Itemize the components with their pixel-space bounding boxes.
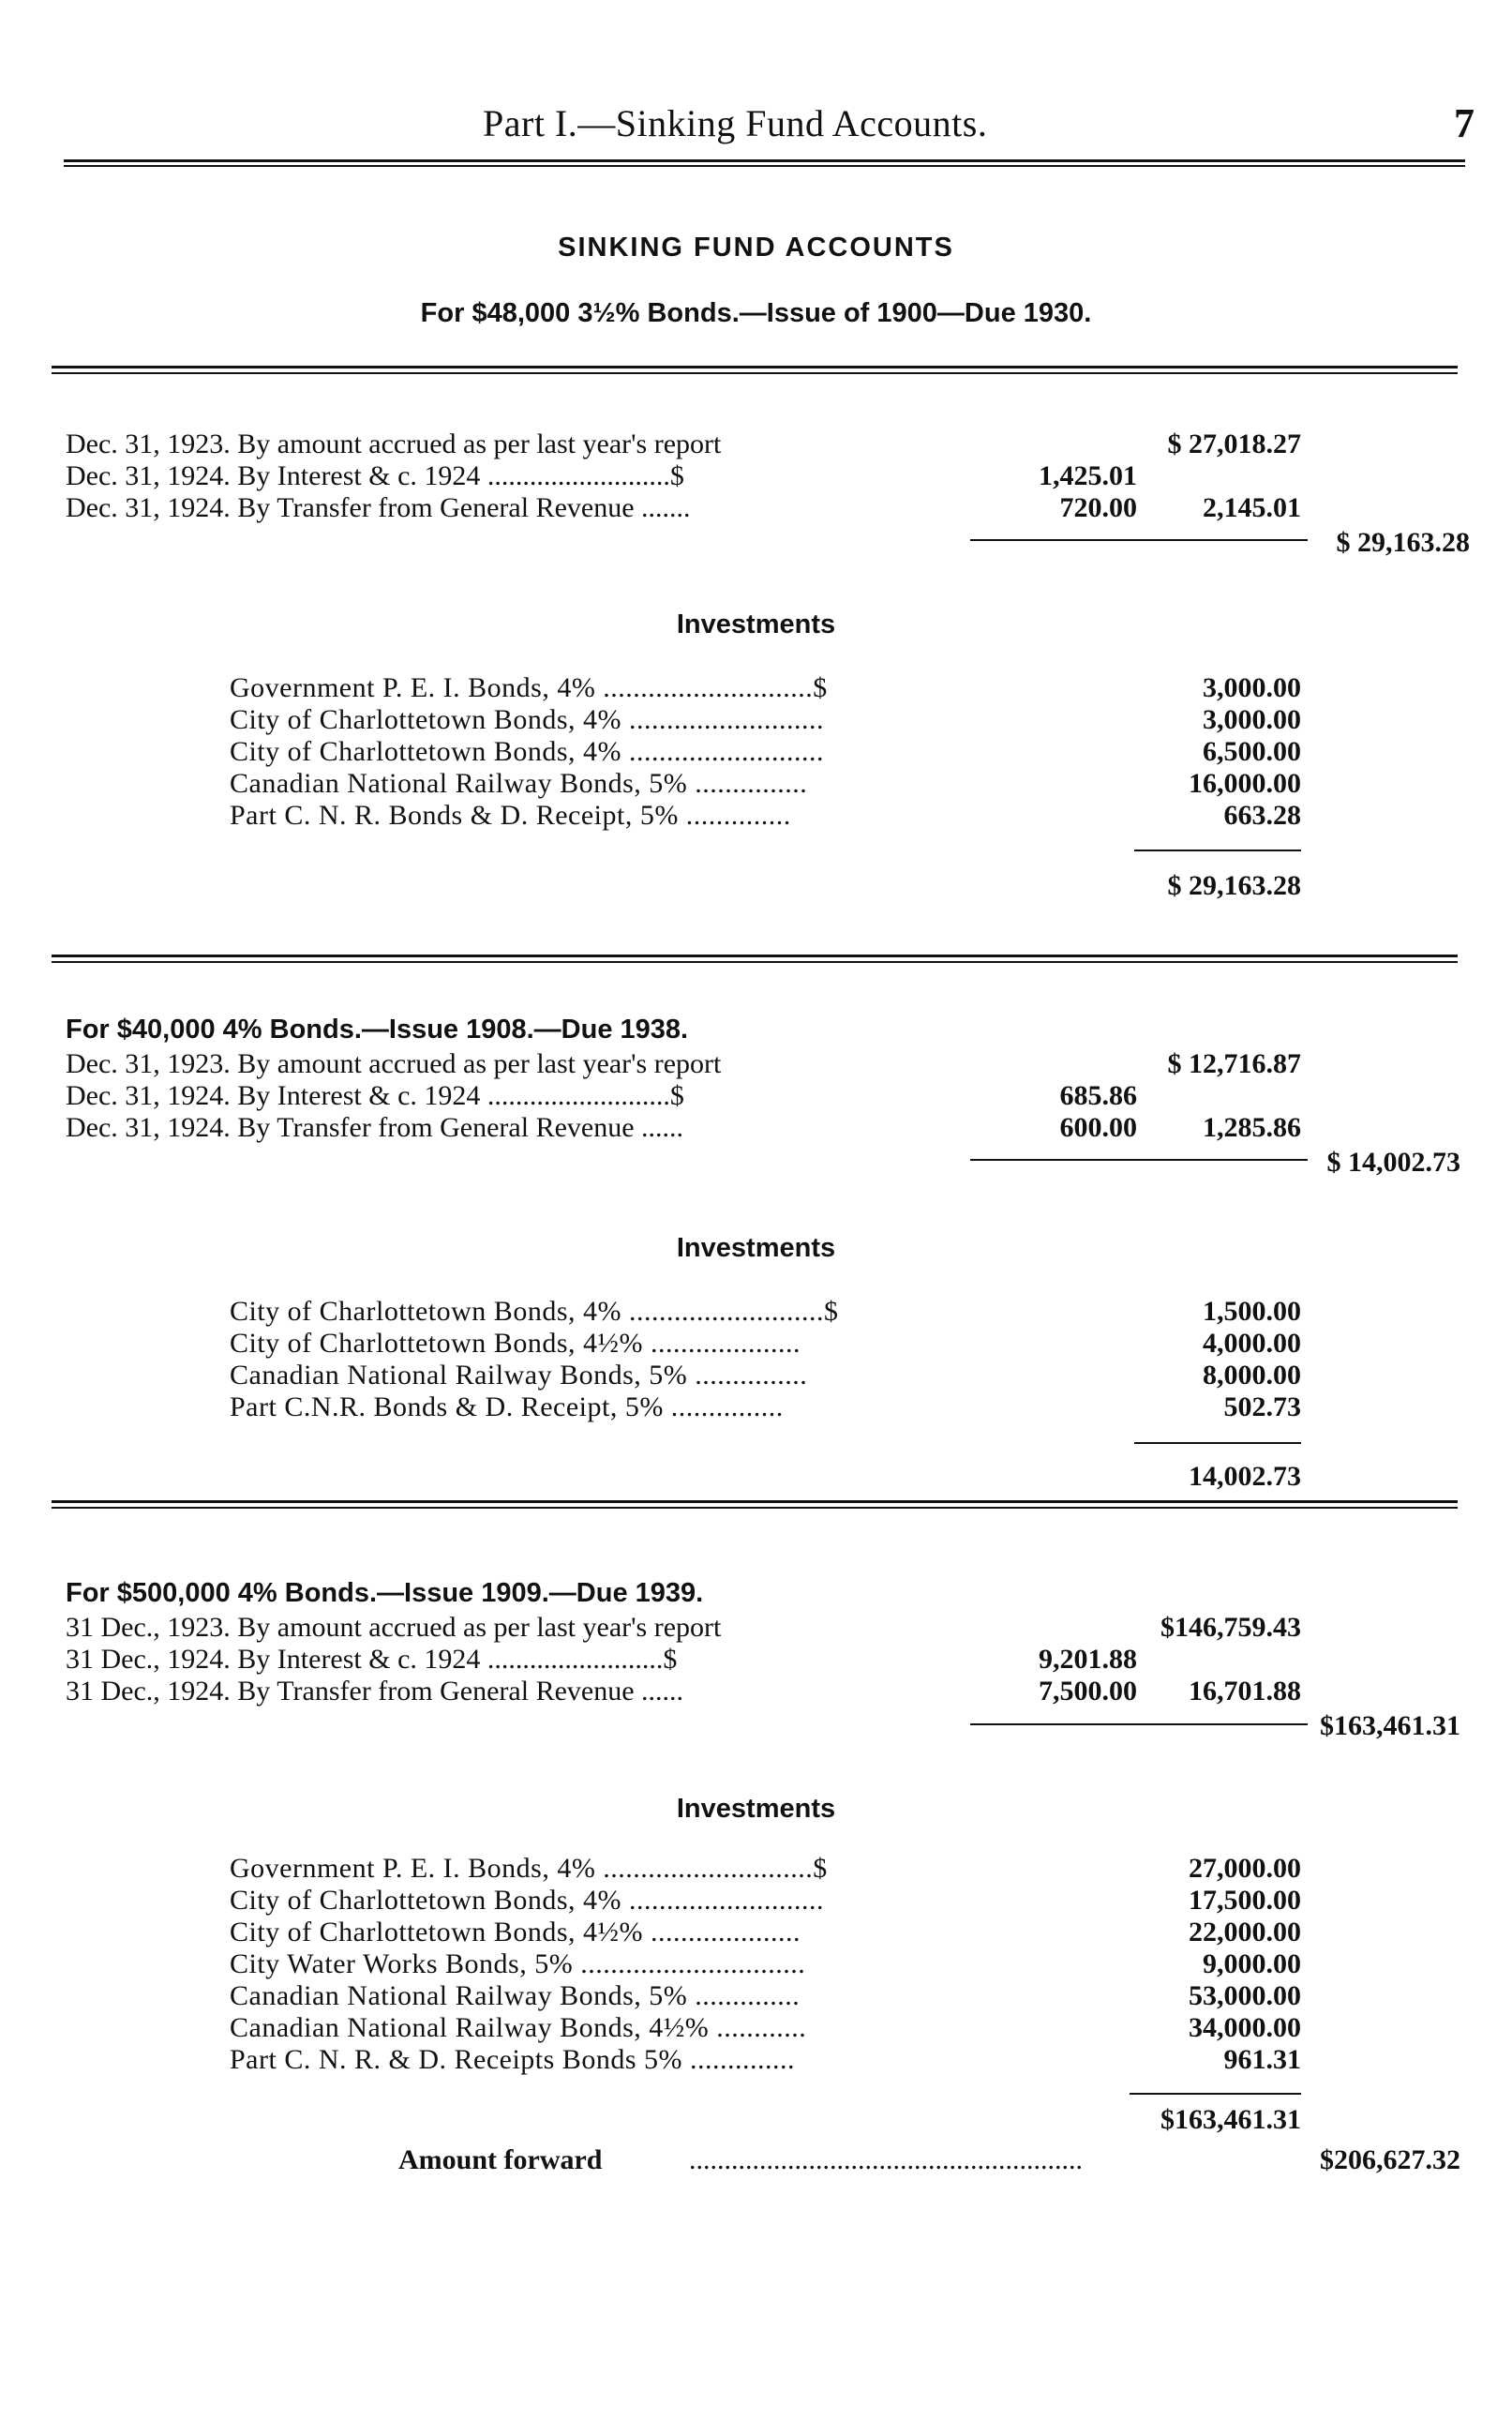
fund2-total: $ 14,002.73 bbox=[1326, 1147, 1460, 1178]
investment-row: Canadian National Railway Bonds, 5% .............. 53,000.00 bbox=[230, 1980, 1301, 2011]
fund2-investments-total: 14,002.73 bbox=[1189, 1461, 1301, 1492]
investment-row: Part C.N.R. Bonds & D. Receipt, 5% ............... 502.73 bbox=[230, 1391, 1301, 1422]
investment-row: City of Charlottetown Bonds, 4½% .................... 22,000.00 bbox=[230, 1917, 1301, 1947]
page-header bbox=[0, 101, 1512, 158]
header-rule-2 bbox=[64, 165, 1465, 167]
amount-forward-leader: ........................................................ bbox=[689, 2144, 1083, 2175]
fund1-title: For $48,000 3½% Bonds.—Issue of 1900—Due 1930. bbox=[420, 298, 1092, 328]
fund2-line: Dec. 31, 1924. By Transfer from General Revenue ...... 600.00 1,285.86 bbox=[66, 1112, 1301, 1143]
investment-row: City of Charlottetown Bonds, 4% .......................... 17,500.00 bbox=[230, 1885, 1301, 1916]
fund1-line: Dec. 31, 1924. By Interest & c. 1924 ..........................$ 1,425.01 bbox=[66, 460, 1137, 491]
running-title: Part I.—Sinking Fund Accounts. bbox=[483, 102, 988, 144]
investment-row: City Water Works Bonds, 5% .............................. 9,000.00 bbox=[230, 1948, 1301, 1979]
investment-row: Part C. N. R. & D. Receipts Bonds 5% .............. 961.31 bbox=[230, 2044, 1301, 2075]
subtotal-rule bbox=[1134, 1442, 1301, 1444]
amount-forward-value: $206,627.32 bbox=[1320, 2144, 1460, 2175]
investment-row: City of Charlottetown Bonds, 4% .......................... 6,500.00 bbox=[230, 736, 1301, 767]
section-rule-2 bbox=[52, 372, 1458, 374]
investment-row: Canadian National Railway Bonds, 5% ............... 8,000.00 bbox=[230, 1360, 1301, 1391]
section-rule bbox=[52, 1500, 1458, 1503]
fund3-total: $163,461.31 bbox=[1320, 1710, 1460, 1741]
investment-row: Canadian National Railway Bonds, 5% ............... 16,000.00 bbox=[230, 768, 1301, 799]
section-rule bbox=[52, 366, 1458, 368]
fund2-line: Dec. 31, 1924. By Interest & c. 1924 ..........................$ 685.86 bbox=[66, 1080, 1137, 1111]
investment-row: City of Charlottetown Bonds, 4½% .................... 4,000.00 bbox=[230, 1328, 1301, 1359]
fund1-line: Dec. 31, 1923. By amount accrued as per last year's report $ 27,018.27 bbox=[66, 429, 1301, 459]
investment-row: Government P. E. I. Bonds, 4% ............................$ 27,000.00 bbox=[230, 1853, 1301, 1884]
header-rule bbox=[64, 159, 1465, 162]
investment-row: Part C. N. R. Bonds & D. Receipt, 5% .............. 663.28 bbox=[230, 800, 1301, 831]
investment-row: City of Charlottetown Bonds, 4% .......................... 3,000.00 bbox=[230, 704, 1301, 735]
subtotal-rule bbox=[1130, 2093, 1301, 2095]
investment-row: City of Charlottetown Bonds, 4% ..........................$ 1,500.00 bbox=[230, 1296, 1301, 1327]
fund1-investments-total: $ 29,163.28 bbox=[1167, 870, 1301, 901]
fund3-title: For $500,000 4% Bonds.—Issue 1909.—Due 1939. bbox=[66, 1578, 704, 1608]
fund1-total: $ 29,163.28 bbox=[1336, 527, 1470, 558]
fund3-line: 31 Dec., 1924. By Transfer from General Revenue ...... 7,500.00 16,701.88 bbox=[66, 1676, 1301, 1707]
section-rule-2 bbox=[52, 961, 1458, 963]
section-rule-2 bbox=[52, 1507, 1458, 1509]
fund1-line: Dec. 31, 1924. By Transfer from General Revenue ....... 720.00 2,145.01 bbox=[66, 492, 1301, 523]
fund3-investments-heading: Investments bbox=[676, 1794, 836, 1824]
fund3-investments-total: $163,461.31 bbox=[1160, 2104, 1301, 2135]
fund2-investments-heading: Investments bbox=[676, 1233, 836, 1263]
fund1-investments-heading: Investments bbox=[676, 609, 836, 639]
fund2-line: Dec. 31, 1923. By amount accrued as per last year's report $ 12,716.87 bbox=[66, 1048, 1301, 1079]
subtotal-rule bbox=[1134, 850, 1301, 851]
amount-forward-line bbox=[0, 2144, 1512, 2182]
investment-row: Canadian National Railway Bonds, 4½% ............ 34,000.00 bbox=[230, 2012, 1301, 2043]
fund2-title: For $40,000 4% Bonds.—Issue 1908.—Due 1938. bbox=[66, 1015, 689, 1045]
page-number: 7 bbox=[1454, 100, 1475, 146]
section-rule bbox=[52, 955, 1458, 957]
fund3-line: 31 Dec., 1924. By Interest & c. 1924 .........................$ 9,201.88 bbox=[66, 1644, 1137, 1675]
amount-forward-label: Amount forward bbox=[398, 2144, 603, 2175]
investment-row: Government P. E. I. Bonds, 4% ............................$ 3,000.00 bbox=[230, 672, 1301, 703]
main-title: SINKING FUND ACCOUNTS bbox=[558, 233, 954, 263]
fund3-line: 31 Dec., 1923. By amount accrued as per last year's report $146,759.43 bbox=[66, 1612, 1301, 1643]
